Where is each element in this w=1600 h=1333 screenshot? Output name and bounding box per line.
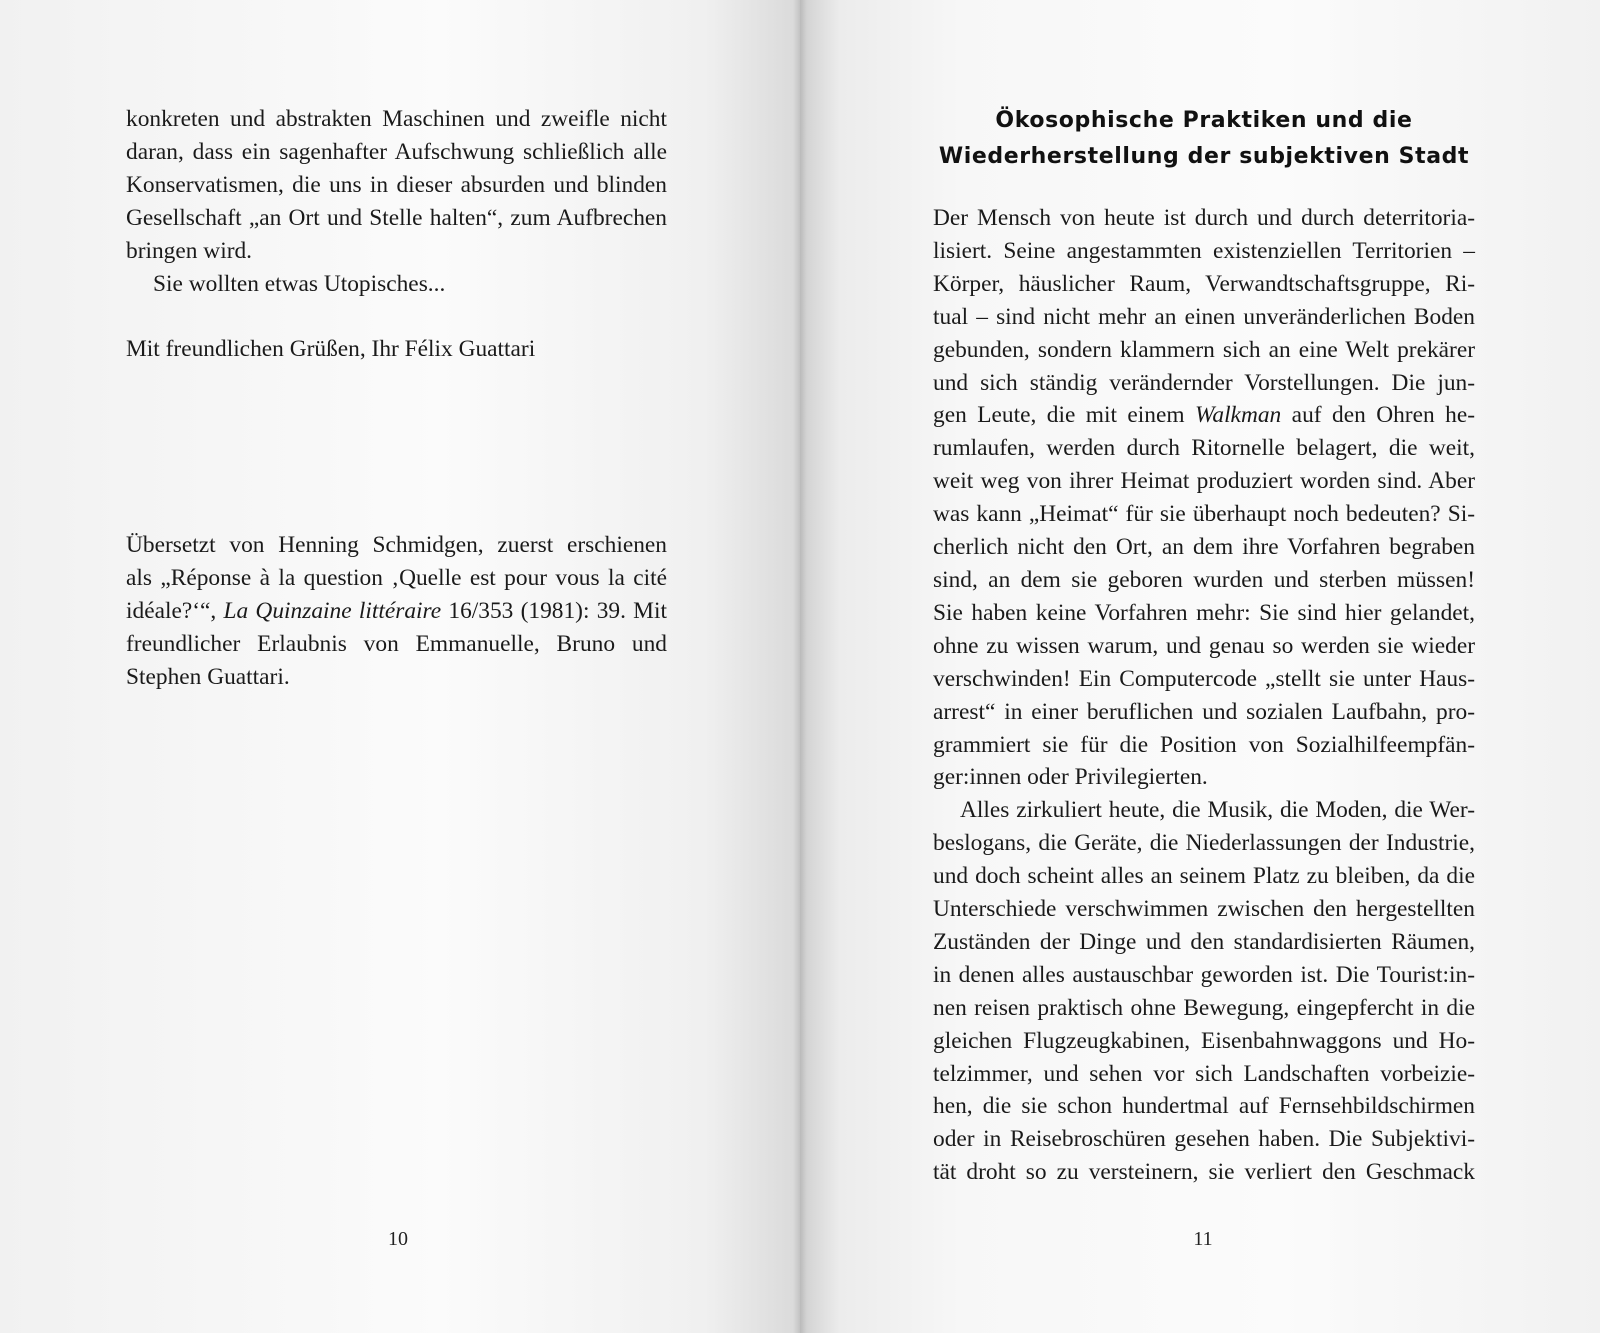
chapter-heading bbox=[920, 103, 1488, 175]
translation-note bbox=[126, 529, 667, 694]
text-fragment: auf den Ohren he- bbox=[1281, 402, 1475, 429]
text-line bbox=[933, 399, 1475, 432]
text-line: tual – sind nicht mehr an einen unveränderlichen Boden bbox=[933, 303, 1475, 330]
text-fragment: gen Leute, die mit einem bbox=[933, 402, 1196, 429]
text-fragment: 16/353 (1981): 39. Mit bbox=[441, 597, 667, 624]
right-paragraph-2 bbox=[933, 794, 1475, 1189]
text-line: Sie haben keine Vorfahren mehr: Sie sind hier gelandet, bbox=[933, 599, 1475, 626]
text-line: weit weg von ihrer Heimat produziert worden sind. Aber bbox=[933, 468, 1475, 495]
text-line: Konservatismen, die uns in dieser absurden und blinden bbox=[126, 171, 667, 198]
heading-line: Wiederherstellung der subjektiven Stadt bbox=[938, 144, 1470, 169]
page-number-left: 10 bbox=[388, 1228, 408, 1250]
left-paragraph-continued bbox=[126, 103, 667, 268]
text-line: und doch scheint alles an seinem Platz zu bleiben, da die bbox=[933, 863, 1475, 890]
walkman-term: Walkman bbox=[1195, 402, 1282, 429]
text-line: hen, die sie schon hundertmal auf Fernsehbildschirmen bbox=[933, 1093, 1475, 1120]
utopian-line: Sie wollten etwas Utopisches... bbox=[153, 270, 446, 297]
text-line: Übersetzt von Henning Schmidgen, zuerst erschienen bbox=[126, 532, 667, 558]
text-line: bringen wird. bbox=[126, 237, 253, 264]
text-line: verschwinden! Ein Computercode „stellt sie unter Haus- bbox=[933, 665, 1475, 692]
text-line: Körper, häuslicher Raum, Verwandtschaftsgruppe, Ri- bbox=[933, 270, 1475, 297]
left-page-body bbox=[126, 103, 667, 366]
text-line: konkreten und abstrakten Maschinen und zweifle nicht bbox=[126, 106, 667, 132]
text-line: Alles zirkuliert heute, die Musik, die Moden, die Wer- bbox=[960, 797, 1475, 824]
text-line: Stephen Guattari. bbox=[126, 663, 290, 690]
page-number-right: 11 bbox=[1193, 1228, 1213, 1250]
text-line: in denen alles austauschbar geworden ist. Die Tourist:in- bbox=[933, 961, 1475, 988]
right-paragraph-1 bbox=[933, 202, 1475, 794]
text-line: telzimmer, und sehen vor sich Landschaften vorbeizie- bbox=[933, 1060, 1475, 1087]
text-line bbox=[126, 595, 667, 628]
right-page-body bbox=[933, 202, 1475, 1189]
text-line: ohne zu wissen warum, und genau so werden sie wieder bbox=[933, 632, 1475, 659]
heading-line: Ökosophische Praktiken und die bbox=[995, 108, 1413, 133]
text-line: gebunden, sondern klammern sich an eine Welt prekärer bbox=[933, 336, 1475, 363]
text-line: gleichen Flugzeugkabinen, Eisenbahnwaggons und Ho- bbox=[933, 1027, 1475, 1054]
text-line: Zuständen der Dinge und den standardisierten Räumen, bbox=[933, 928, 1475, 955]
text-line: Der Mensch von heute ist durch und durch deterritoria- bbox=[933, 205, 1475, 231]
text-line: grammiert sie für die Position von Sozialhilfeempfän- bbox=[933, 731, 1475, 758]
text-line: nen reisen praktisch ohne Bewegung, eingepfercht in die bbox=[933, 994, 1475, 1021]
journal-title: La Quinzaine littéraire bbox=[223, 597, 442, 624]
text-line: Gesellschaft „an Ort und Stelle halten“, zum Aufbrechen bbox=[126, 204, 667, 231]
text-line: tät droht so zu versteinern, sie verliert den Geschmack bbox=[933, 1159, 1475, 1186]
text-fragment: idéale?‘“, bbox=[126, 597, 224, 624]
text-line: daran, dass ein sagenhafter Aufschwung schließlich alle bbox=[126, 138, 667, 165]
closing-signature: Mit freundlichen Grüßen, Ihr Félix Guattari bbox=[126, 336, 536, 363]
book-gutter bbox=[793, 0, 807, 1333]
text-line: oder in Reisebroschüren gesehen haben. Die Subjektivi- bbox=[933, 1126, 1475, 1153]
text-line: als „Réponse à la question ‚Quelle est pour vous la cité bbox=[126, 564, 667, 591]
text-line: arrest“ in einer beruflichen und sozialen Laufbahn, pro- bbox=[933, 698, 1475, 725]
text-line: und sich ständig verändernder Vorstellungen. Die jun- bbox=[933, 369, 1475, 396]
text-line: was kann „Heimat“ für sie überhaupt noch bedeuten? Si- bbox=[933, 501, 1475, 528]
text-line: sind, an dem sie geboren wurden und sterben müssen! bbox=[933, 566, 1475, 593]
text-line: freundlicher Erlaubnis von Emmanuelle, Bruno und bbox=[126, 630, 667, 657]
text-line: beslogans, die Geräte, die Niederlassungen der Industrie, bbox=[933, 830, 1475, 857]
text-line: Unterschiede verschwimmen zwischen den hergestellten bbox=[933, 896, 1475, 923]
text-line: cherlich nicht den Ort, an dem ihre Vorfahren begraben bbox=[933, 534, 1475, 561]
text-line: lisiert. Seine angestammten existenziellen Territorien – bbox=[933, 237, 1475, 264]
text-line: rumlaufen, werden durch Ritornelle belagert, die weit, bbox=[933, 435, 1475, 462]
text-line: ger:innen oder Privilegierten. bbox=[933, 764, 1208, 791]
